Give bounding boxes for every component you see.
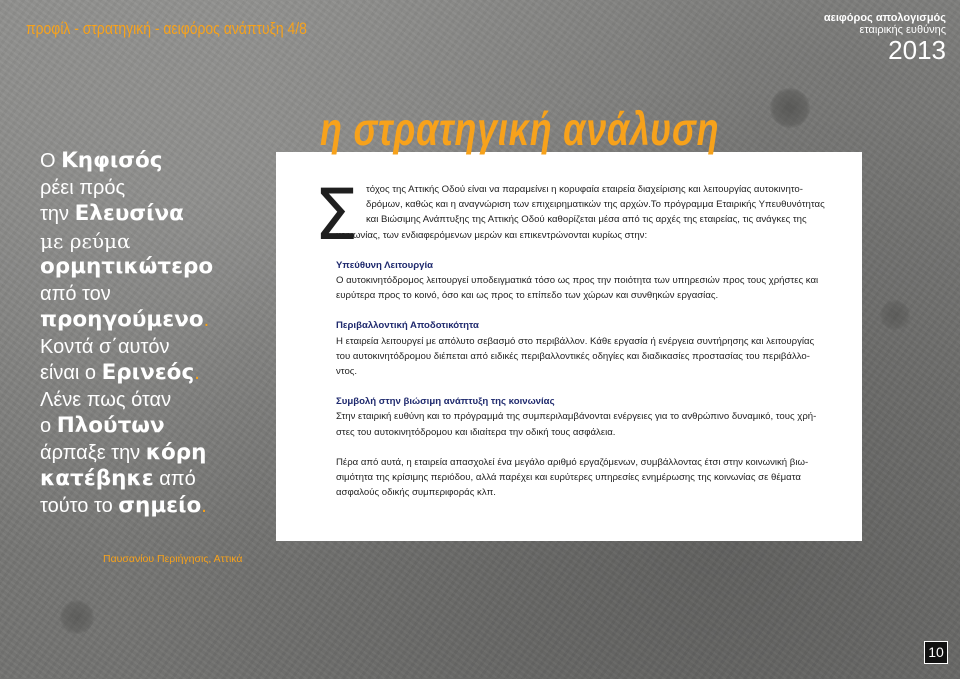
section-line: Η εταιρεία λειτουργεί με απόλυτο σεβασμό στο περιβάλλον. Κάθε εργασία ή ενέργεια συντήρησης και λειτουργίας	[336, 335, 815, 347]
section-line: Στην εταιρική ευθύνη και το πρόγραμμά της συμπεριλαμβάνονται ενέργειες για το ανθρώπινο δυναμικό, τους χρή-	[336, 411, 817, 423]
quote-highlight: Πλούτων	[56, 413, 165, 438]
quote-highlight: σημείο	[118, 492, 202, 518]
breadcrumb[interactable]: προφίλ - στρατηγική - αειφόρος ανάπτυξη 4/8	[26, 19, 307, 38]
quote-text: άρπαξε την	[40, 441, 146, 464]
section-sustainable-development	[336, 394, 832, 440]
closing-paragraph	[336, 455, 832, 501]
drop-cap: Σ	[314, 174, 359, 256]
quote-highlight: ορμητικώτερο	[40, 254, 214, 279]
closing-line: Πέρα από αυτά, η εταιρεία απασχολεί ένα μεγάλο αριθμό εργαζόμενων, συμβάλλοντας έτσι στην κοινωνική βιω-	[336, 456, 809, 468]
section-line: ευρύτερα προς το κοινό, όσο και ως προς το επίπεδο των χώρων και συνθηκών εργασίας.	[336, 290, 719, 302]
concrete-tie-hole	[60, 600, 94, 634]
quote-highlight: Κηφισός	[61, 148, 163, 173]
closing-line: σιμότητα της κρίσιμης περιόδου, αλλά παρέχει και ευρύτερες υπηρεσίες ενημέρωσης της κοινωνίας σε θέματα	[336, 472, 801, 484]
quote-text: τούτο το	[40, 494, 119, 517]
quote-text: Κοντά σ΄αυτόν	[40, 335, 170, 358]
report-subtitle: εταιρικής ευθύνης	[859, 23, 946, 36]
report-header	[824, 13, 946, 64]
quote-text: είναι ο	[40, 362, 102, 384]
intro-line: τόχος της Αττικής Οδού είναι να παραμείνει η κορυφαία εταιρεία διαχείρισης και λειτουργίας αυτοκινητο-	[366, 184, 803, 195]
article-panel	[276, 152, 862, 541]
quote-text: Ο	[40, 150, 62, 172]
section-responsible-operation	[336, 258, 832, 304]
report-year: 2013	[888, 35, 946, 66]
concrete-tie-hole	[770, 88, 810, 128]
quote-highlight: Ελευσίνα	[74, 201, 184, 226]
quote-punct: .	[201, 494, 207, 517]
quote-text: από	[153, 468, 196, 490]
section-environmental-efficiency	[336, 318, 832, 379]
section-heading: Συμβολή στην βιώσιμη ανάπτυξη της κοινωνίας	[336, 396, 555, 408]
quote-highlight: κατέβηκε	[40, 466, 154, 491]
page-title: η στρατηγική ανάλυση	[320, 103, 720, 155]
quote-punct: .	[194, 362, 200, 384]
quote-text: Λένε πως όταν	[40, 388, 172, 411]
intro-line: δρόμων, καθώς και η αναγνώριση των επιχειρηματικών της αρχών.Το πρόγραμμα Εταιρικής Υπευθυνότητας	[366, 199, 825, 211]
section-line: του αυτοκινητόδρομου διέπεται από ειδικές περιβαλλοντικές οδηγίες και διαδικασίες προστασίας του περιβάλλο-	[336, 350, 810, 362]
section-line: στες του αυτοκινητόδρομου και ιδιαίτερα την οδική τους ασφάλεια.	[336, 426, 616, 438]
quote-text: ρέει πρός	[40, 176, 126, 199]
intro-line: κοινωνίας, των ενδιαφερόμενων μερών και επικεντρώνονται κυρίως στην:	[336, 229, 648, 241]
section-heading: Υπεύθυνη Λειτουργία	[336, 259, 434, 271]
pausanias-quote	[40, 148, 290, 519]
concrete-tie-hole	[880, 300, 910, 330]
section-heading: Περιβαλλοντική Αποδοτικότητα	[336, 320, 479, 332]
quote-punct: .	[203, 309, 210, 331]
section-line: Ο αυτοκινητόδρομος λειτουργεί υποδειγματικά τόσο ως προς την ποιότητα των υπηρεσιών προς τους χρήστες και	[336, 275, 819, 287]
closing-line: ασφαλούς οδικής συμπεριφοράς κλπ.	[336, 487, 496, 499]
quote-text: με ρεύμα	[40, 228, 131, 253]
section-line: ντος.	[336, 366, 358, 378]
quote-highlight: Ερινεός	[101, 360, 195, 385]
quote-text: από τον	[40, 282, 111, 305]
intro-line: και Βιώσιμης Ανάπτυξης της Αττικής Οδού καθορίζεται μέσα από τις αρχές της εταιρείας, τις ανάγκες της	[366, 214, 807, 226]
quote-highlight: κόρη	[145, 439, 207, 465]
quote-text: την	[40, 203, 75, 225]
page-number: 10	[924, 641, 948, 664]
report-title: αειφόρος απολογισμός	[823, 12, 946, 24]
quote-highlight: προηγούμενο	[40, 307, 204, 332]
quote-text: ο	[40, 415, 57, 437]
intro-paragraph	[336, 182, 832, 243]
quote-source: Παυσανίου Περιήγησις, Αττικά	[103, 553, 243, 565]
